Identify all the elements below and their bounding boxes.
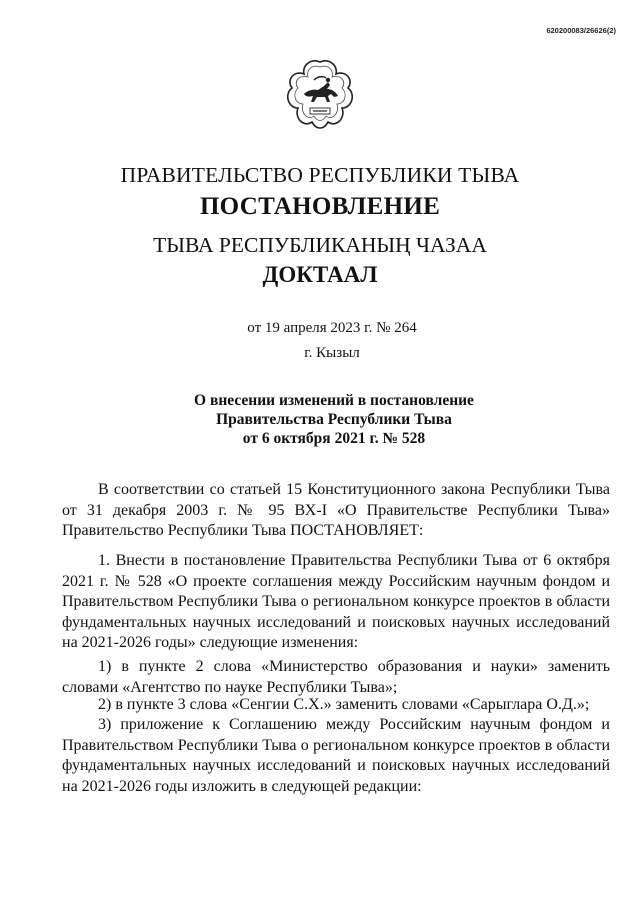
subitem-1-paragraph: 1) в пункте 2 слова «Министерство образования и науки» заменить словами «Агентство по науке Республики Тыва»; bbox=[62, 658, 610, 696]
government-name-tuv: ТЫВА РЕСПУБЛИКАНЫҢ ЧАЗАА bbox=[153, 233, 487, 257]
decree-city: г. Кызыл bbox=[304, 345, 360, 361]
subitem-3-paragraph: 3) приложение к Соглашению между Российским научным фондом и Правительством Республики Тыва о региональном конкурсе проектов в области фундаментальных научных исследований и поисковых научных исследований на 2021-2026 годы изложить в следующей редакции: bbox=[62, 716, 610, 795]
preamble-paragraph: В соответствии со статьей 15 Конституционного закона Республики Тыва от 31 декабря 2003 г. № 95 ВХ-I «О Правительстве Республики Тыва» Правительство Республики Тыва ПОСТАНОВЛЯЕТ: bbox=[62, 481, 610, 540]
coat-of-arms-emblem bbox=[284, 56, 356, 144]
decree-heading-tuv: ДОКТААЛ bbox=[262, 262, 378, 287]
subitem-2-paragraph: 2) в пункте 3 слова «Сенгии С.Х.» заменить словами «Сарыглара О.Д.»; bbox=[98, 696, 590, 713]
decree-title-line: от 6 октября 2021 г. № 528 bbox=[242, 430, 426, 447]
decree-title-line: О внесении изменений в постановление bbox=[194, 392, 474, 409]
decree-date-number: от 19 апреля 2023 г. № 264 bbox=[247, 320, 417, 336]
government-name-ru: ПРАВИТЕЛЬСТВО РЕСПУБЛИКИ ТЫВА bbox=[120, 163, 520, 187]
document-number: 620200083/26626(2) bbox=[546, 26, 616, 35]
decree-heading-ru: ПОСТАНОВЛЕНИЕ bbox=[199, 193, 441, 220]
decree-title-line: Правительства Республики Тыва bbox=[216, 411, 452, 428]
item-1-paragraph: 1. Внести в постановление Правительства Республики Тыва от 6 октября 2021 г. № 528 «О проекте соглашения между Российским научным фондом и Правительством Республики Тыва о региональном конкурсе проектов в области фундаментальных научных исследований и поисковых научных исследований на 2021-2026 годы» следующие изменения: bbox=[62, 552, 610, 652]
